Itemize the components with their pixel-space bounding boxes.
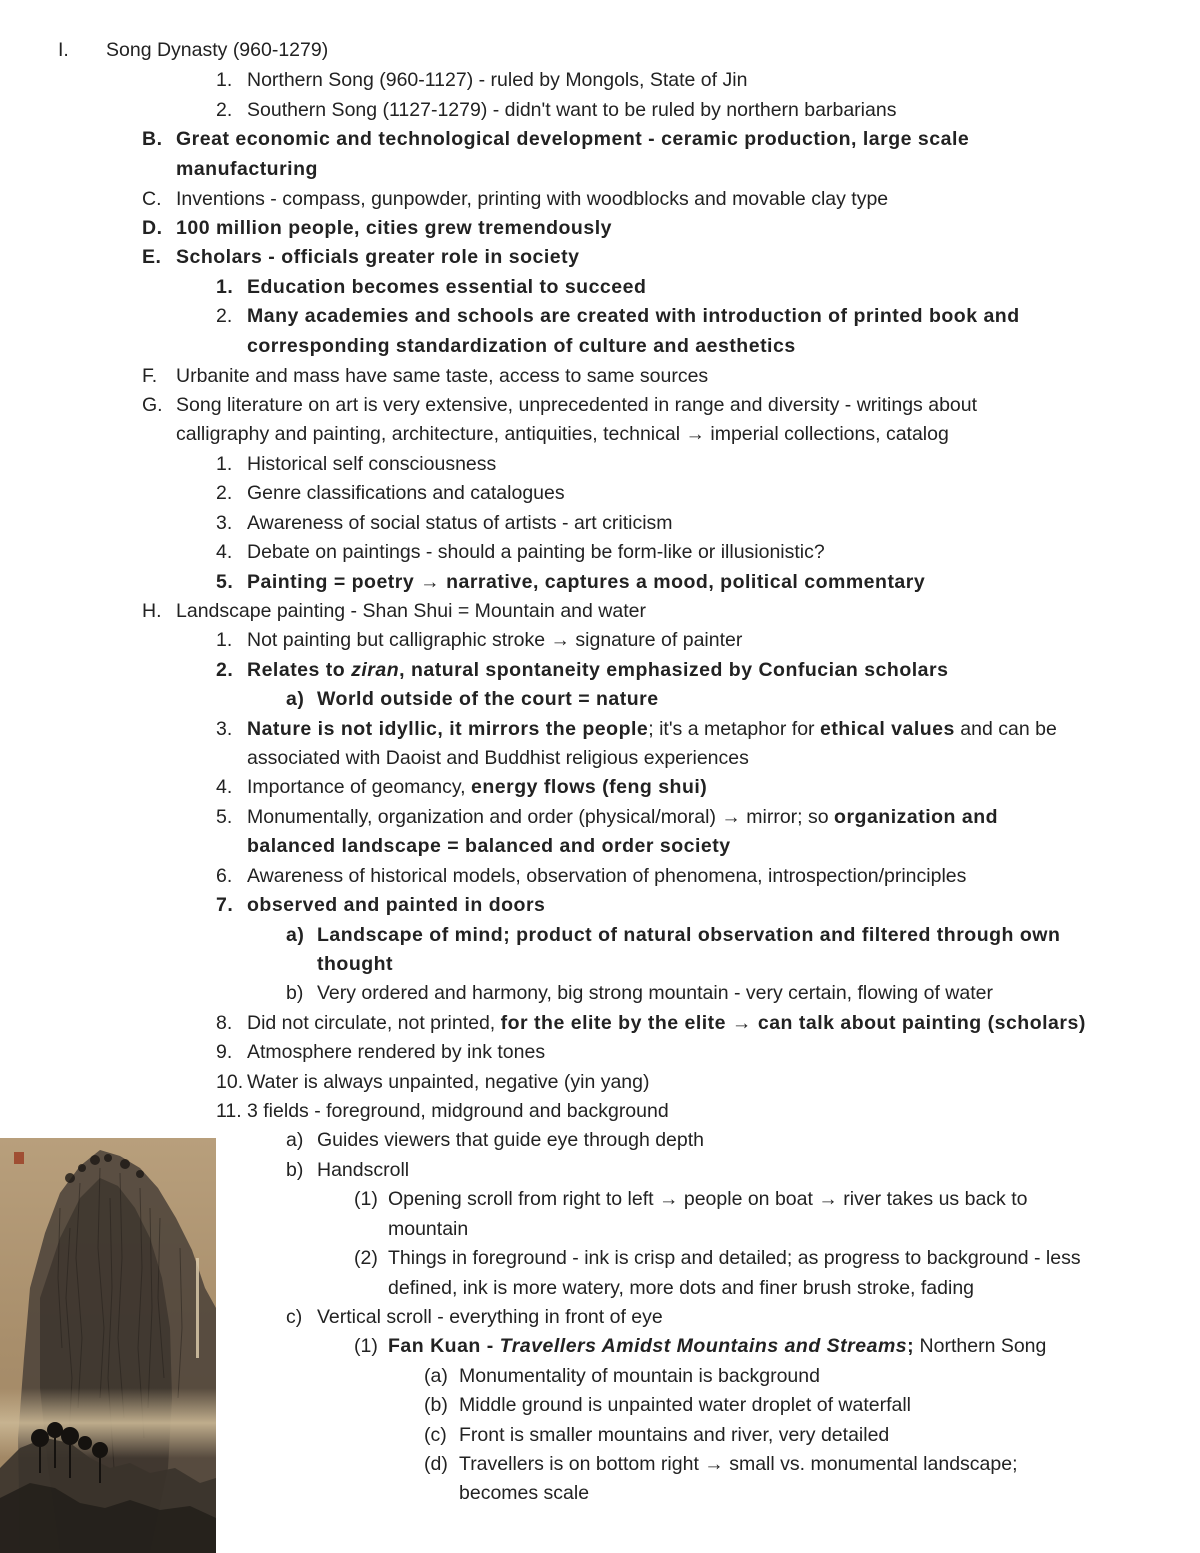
text-segment-line: ;: [907, 1335, 915, 1357]
line-text: [176, 243, 579, 272]
text-segment-it-s-a-metaphor-for: ; it's a metaphor for: [648, 718, 820, 740]
line-text: [247, 803, 998, 832]
text-segment-observed-and-painted-in-door: observed and painted in doors: [247, 894, 546, 916]
text-segment-calligraphy-and-painting-arc: calligraphy and painting, architecture, antiquities, technical → imperial collections, catalog: [176, 423, 949, 445]
text-segment-education-becomes-essential-: Education becomes essential to succeed: [247, 276, 647, 298]
list-marker: 3.: [216, 718, 233, 740]
text-segment-debate-on-paintings-should-a: Debate on paintings - should a painting be form-like or illusionistic?: [247, 541, 825, 563]
list-marker: 5.: [216, 806, 233, 828]
line-text: [247, 273, 646, 302]
text-segment-opening-scroll-from-right-to: Opening scroll from right to left → people on boat → river takes us back to: [388, 1188, 1028, 1210]
text-segment-genre-classifications-and-ca: Genre classifications and catalogues: [247, 482, 565, 504]
list-marker: (a): [424, 1365, 448, 1387]
line-text: [247, 862, 966, 891]
text-segment-becomes-scale: becomes scale: [459, 1482, 590, 1504]
line-text: [176, 185, 888, 214]
text-segment-100-million-people-cities-gr: 100 million people, cities grew tremendously: [176, 217, 612, 239]
list-marker: a): [286, 688, 305, 710]
text-segment-3-fields-foreground-midgroun: 3 fields - foreground, midground and background: [247, 1100, 669, 1122]
list-marker: 9.: [216, 1041, 233, 1063]
line-text: [388, 1215, 468, 1244]
line-text: [247, 332, 796, 361]
line-text: [388, 1332, 1046, 1361]
list-marker: (2): [354, 1247, 378, 1269]
line-text: [459, 1450, 1018, 1479]
text-segment-world-outside-of-the-court-n: World outside of the court = nature: [317, 688, 659, 710]
text-segment-atmosphere-rendered-by-ink-t: Atmosphere rendered by ink tones: [247, 1041, 546, 1063]
text-segment-painting-poetry-narrative-ca: Painting = poetry → narrative, captures a mood, political commentary: [247, 571, 926, 593]
list-marker: b): [286, 1159, 304, 1181]
line-text: [247, 66, 747, 95]
list-marker: 3.: [216, 512, 233, 534]
list-marker: a): [286, 924, 305, 946]
list-marker: 2.: [216, 659, 234, 681]
landscape-painting-image: [0, 1138, 216, 1553]
text-segment-urbanite-and-mass-have-same-: Urbanite and mass have same taste, access to same sources: [176, 365, 709, 387]
text-segment-northern-song-960-1127-ruled: Northern Song (960-1127) - ruled by Mongols, State of Jin: [247, 69, 748, 91]
text-segment-organization-and: organization and: [834, 806, 999, 828]
text-segment-not-painting-but-calligraphi: Not painting but calligraphic stroke → signature of painter: [247, 629, 743, 651]
line-text: [247, 744, 749, 773]
text-segment-landscape-of-mind-product-of: Landscape of mind; product of natural observation and filtered through own: [317, 924, 1061, 946]
list-marker: F.: [142, 365, 158, 387]
line-text: [247, 773, 707, 802]
line-text: [459, 1421, 889, 1450]
text-segment-travellers-is-on-bottom-righ: Travellers is on bottom right → small vs. monumental landscape;: [459, 1453, 1018, 1475]
text-segment-mountain: mountain: [388, 1218, 469, 1240]
line-text: [317, 921, 1060, 950]
line-text: [388, 1274, 974, 1303]
list-marker: E.: [142, 246, 162, 268]
text-segment-thought: thought: [317, 953, 394, 975]
line-text: [176, 391, 977, 420]
list-marker: (b): [424, 1394, 448, 1416]
text-segment-song-dynasty-960-1279: Song Dynasty (960-1279): [106, 39, 329, 61]
line-text: [247, 715, 1057, 744]
text-segment-manufacturing: manufacturing: [176, 158, 318, 180]
text-segment-northern-song: Northern Song: [914, 1335, 1047, 1357]
list-marker: 6.: [216, 865, 233, 887]
text-segment-natural-spontaneity-emphasiz: , natural spontaneity emphasized by Confucian scholars: [399, 659, 949, 681]
line-text: [317, 1156, 409, 1185]
list-marker: H.: [142, 600, 162, 622]
list-marker: b): [286, 982, 304, 1004]
text-segment-relates-to: Relates to: [247, 659, 352, 681]
line-text: [247, 1097, 669, 1126]
line-text: [247, 891, 545, 920]
text-segment-awareness-of-social-status-o: Awareness of social status of artists - art criticism: [247, 512, 673, 534]
text-segment-and-can-be: and can be: [954, 718, 1057, 740]
line-text: [176, 125, 969, 154]
list-marker: (c): [424, 1424, 447, 1446]
list-marker: G.: [142, 394, 163, 416]
line-text: [317, 1303, 663, 1332]
line-text: [459, 1362, 820, 1391]
text-segment-for-the-elite-by-the-elite-c: for the elite by the elite → can talk about painting (scholars): [500, 1012, 1086, 1034]
line-text: [176, 420, 949, 449]
text-segment-monumentality-of-mountain-is: Monumentality of mountain is background: [459, 1365, 820, 1387]
list-marker: c): [286, 1306, 303, 1328]
line-text: [176, 597, 646, 626]
line-text: [317, 979, 993, 1008]
line-text: [388, 1185, 1027, 1214]
text-segment-handscroll: Handscroll: [317, 1159, 410, 1181]
line-text: [176, 155, 318, 184]
text-segment-scholars-officials-greater-r: Scholars - officials greater role in society: [176, 246, 580, 268]
line-text: [247, 302, 1020, 331]
text-segment-landscape-painting-shan-shui: Landscape painting - Shan Shui = Mountain and water: [176, 600, 646, 622]
list-marker: C.: [142, 188, 162, 210]
text-segment-monumentally-organization-an: Monumentally, organization and order (physical/moral) → mirror; so: [247, 806, 835, 828]
text-segment-front-is-smaller-mountains-a: Front is smaller mountains and river, very detailed: [459, 1424, 890, 1446]
text-segment-associated-with-daoist-and-b: associated with Daoist and Buddhist religious experiences: [247, 747, 749, 769]
text-segment-defined-ink-is-more-watery-m: defined, ink is more watery, more dots and finer brush stroke, fading: [388, 1277, 975, 1299]
list-marker: 5.: [216, 571, 234, 593]
line-text: [247, 509, 673, 538]
list-marker: 11.: [216, 1100, 242, 1122]
text-segment-fan-kuan: Fan Kuan -: [388, 1335, 500, 1357]
list-marker: 2.: [216, 99, 233, 121]
list-marker: (1): [354, 1335, 378, 1357]
list-marker: 1.: [216, 453, 233, 475]
text-segment-things-in-foreground-ink-is-: Things in foreground - ink is crisp and detailed; as progress to background - less: [388, 1247, 1081, 1269]
text-segment-corresponding-standardizatio: corresponding standardization of culture and aesthetics: [247, 335, 796, 357]
text-segment-middle-ground-is-unpainted-w: Middle ground is unpainted water droplet of waterfall: [459, 1394, 912, 1416]
text-segment-guides-viewers-that-guide-ey: Guides viewers that guide eye through depth: [317, 1129, 705, 1151]
line-text: [176, 362, 708, 391]
text-segment-ethical-values: ethical values: [819, 718, 955, 740]
line-text: [317, 1126, 704, 1155]
list-marker: (1): [354, 1188, 378, 1210]
text-segment-ziran: ziran: [351, 659, 400, 681]
text-segment-water-is-always-unpainted-ne: Water is always unpainted, negative (yin yang): [247, 1071, 650, 1093]
painting-drawing: [0, 1138, 216, 1553]
line-text: [176, 214, 612, 243]
line-text: [247, 1009, 1086, 1038]
line-text: [247, 538, 825, 567]
list-marker: 2.: [216, 482, 233, 504]
list-marker: 1.: [216, 629, 233, 651]
text-segment-travellers-amidst-mountains-: Travellers Amidst Mountains and Streams: [499, 1335, 908, 1357]
text-segment-inventions-compass-gunpowder: Inventions - compass, gunpowder, printing with woodblocks and movable clay type: [176, 188, 889, 210]
list-marker: 8.: [216, 1012, 233, 1034]
line-text: [247, 1068, 649, 1097]
line-text: [247, 479, 565, 508]
line-text: [247, 450, 496, 479]
text-segment-importance-of-geomancy: Importance of geomancy,: [247, 776, 472, 798]
line-text: [388, 1244, 1081, 1273]
list-marker: I.: [58, 39, 69, 61]
line-text: [247, 96, 896, 125]
line-text: [247, 568, 925, 597]
text-segment-nature-is-not-idyllic-it-mir: Nature is not idyllic, it mirrors the people: [247, 718, 649, 740]
text-segment-many-academies-and-schools-a: Many academies and schools are created with introduction of printed book and: [247, 305, 1020, 327]
list-marker: 1.: [216, 69, 233, 91]
text-segment-song-literature-on-art-is-ve: Song literature on art is very extensive, unprecedented in range and diversity - writings about: [176, 394, 978, 416]
list-marker: 10.: [216, 1071, 244, 1093]
list-marker: D.: [142, 217, 163, 239]
text-segment-great-economic-and-technolog: Great economic and technological development - ceramic production, large scale: [176, 128, 970, 150]
line-text: [459, 1479, 589, 1508]
list-marker: B.: [142, 128, 163, 150]
line-text: [247, 1038, 545, 1067]
text-segment-awareness-of-historical-mode: Awareness of historical models, observation of phenomena, introspection/principles: [247, 865, 967, 887]
list-marker: 4.: [216, 776, 233, 798]
text-segment-very-ordered-and-harmony-big: Very ordered and harmony, big strong mountain - very certain, flowing of water: [317, 982, 993, 1004]
list-marker: a): [286, 1129, 304, 1151]
text-segment-did-not-circulate-not-printe: Did not circulate, not printed,: [247, 1012, 501, 1034]
text-segment-vertical-scroll-everything-i: Vertical scroll - everything in front of eye: [317, 1306, 663, 1328]
text-segment-balanced-landscape-balanced-: balanced landscape = balanced and order society: [247, 835, 731, 857]
list-marker: (d): [424, 1453, 448, 1475]
list-marker: 4.: [216, 541, 233, 563]
line-text: [247, 656, 948, 685]
line-text: [459, 1391, 911, 1420]
text-segment-energy-flows-feng-shui: energy flows (feng shui): [471, 776, 708, 798]
line-text: [247, 626, 742, 655]
line-text: [317, 685, 659, 714]
list-marker: 1.: [216, 276, 234, 298]
list-marker: 7.: [216, 894, 234, 916]
list-marker: 2.: [216, 305, 233, 327]
line-text: [317, 950, 393, 979]
text-segment-southern-song-1127-1279-didn: Southern Song (1127-1279) - didn't want to be ruled by northern barbarians: [247, 99, 897, 121]
text-segment-historical-self-consciousnes: Historical self consciousness: [247, 453, 497, 475]
line-text: [247, 832, 731, 861]
line-text: [106, 36, 328, 65]
